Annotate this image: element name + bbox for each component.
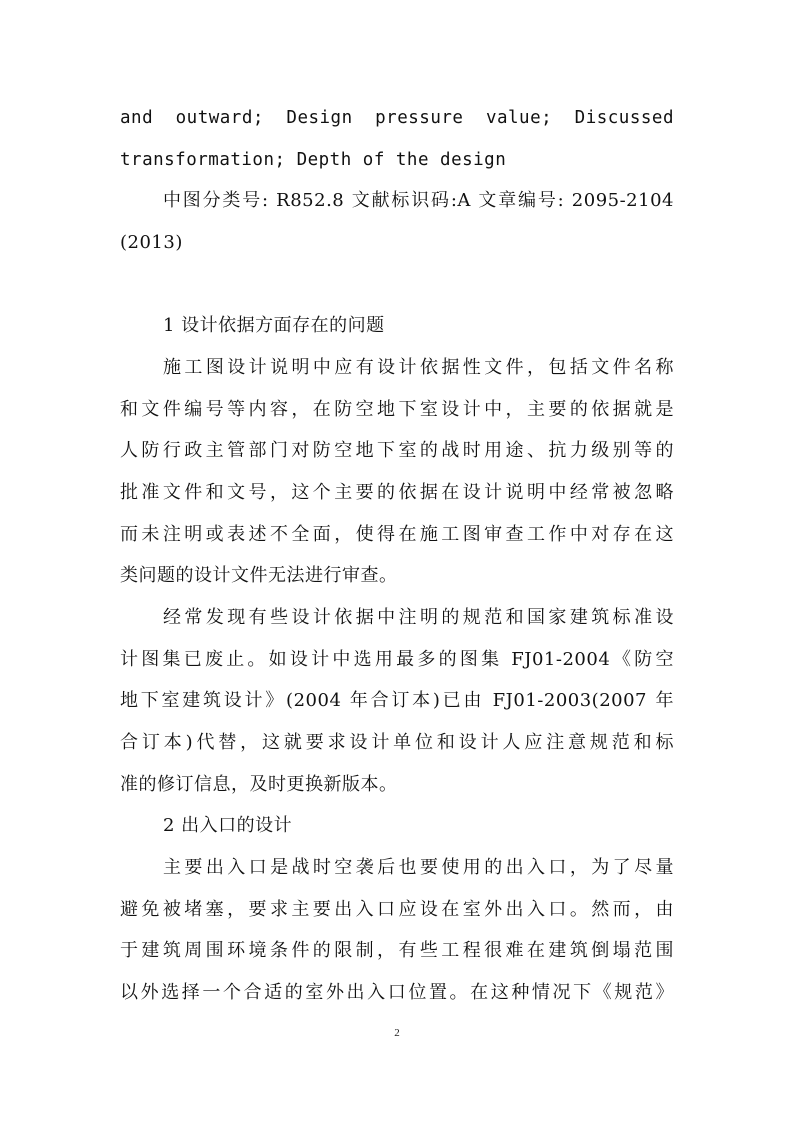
s2-p1-line-1: 主要出入口是战时空袭后也要使用的出入口，为了尽量 <box>163 857 674 878</box>
s1-p1-line-3: 人防行政主管部门对防空地下室的战时用途、抗力级别等的 <box>120 440 674 461</box>
s2-p1-line-4: 以外选择一个合适的室外出入口位置。在这种情况下《规范》 <box>120 982 674 1003</box>
s1-p2-line-2: 计图集已废止。如设计中选用最多的图集 FJ01-2004《防空 <box>120 649 674 670</box>
s2-p1-line-3: 于建筑周围环境条件的限制，有些工程很难在建筑倒塌范围 <box>120 940 674 961</box>
keywords-line-2: transformation; Depth of the design <box>120 150 507 170</box>
classification-line-2: (2013) <box>120 232 183 253</box>
s1-p1-line-6: 类问题的设计文件无法进行审查。 <box>120 565 398 586</box>
s1-p2-line-1: 经常发现有些设计依据中注明的规范和国家建筑标准设 <box>163 607 674 628</box>
s1-p2-line-4: 合订本)代替，这就要求设计单位和设计人应注意规范和标 <box>120 732 674 753</box>
s1-p1-line-5: 而未注明或表述不全面，使得在施工图审查工作中对存在这 <box>120 524 674 545</box>
s1-p2-line-5: 准的修订信息，及时更换新版本。 <box>120 774 398 795</box>
keywords-line-1: and outward; Design pressure value; Discussed <box>120 108 674 128</box>
s1-p1-line-2: 和文件编号等内容，在防空地下室设计中，主要的依据就是 <box>120 399 674 420</box>
section-2-heading: 2 出入口的设计 <box>163 815 293 836</box>
s2-p1-line-2: 避免被堵塞，要求主要出入口应设在室外出入口。然而，由 <box>120 899 674 920</box>
s1-p1-line-1: 施工图设计说明中应有设计依据性文件，包括文件名称 <box>163 357 674 378</box>
page-number: 2 <box>394 1027 400 1039</box>
s1-p1-line-4: 批准文件和文号，这个主要的依据在设计说明中经常被忽略 <box>120 482 674 503</box>
classification-line-1: 中图分类号: R852.8 文献标识码:A 文章编号: 2095-2104 <box>163 190 674 211</box>
s1-p2-line-3: 地下室建筑设计》(2004 年合订本)已由 FJ01-2003(2007 年 <box>120 690 674 711</box>
section-1-heading: 1 设计依据方面存在的问题 <box>163 315 385 336</box>
